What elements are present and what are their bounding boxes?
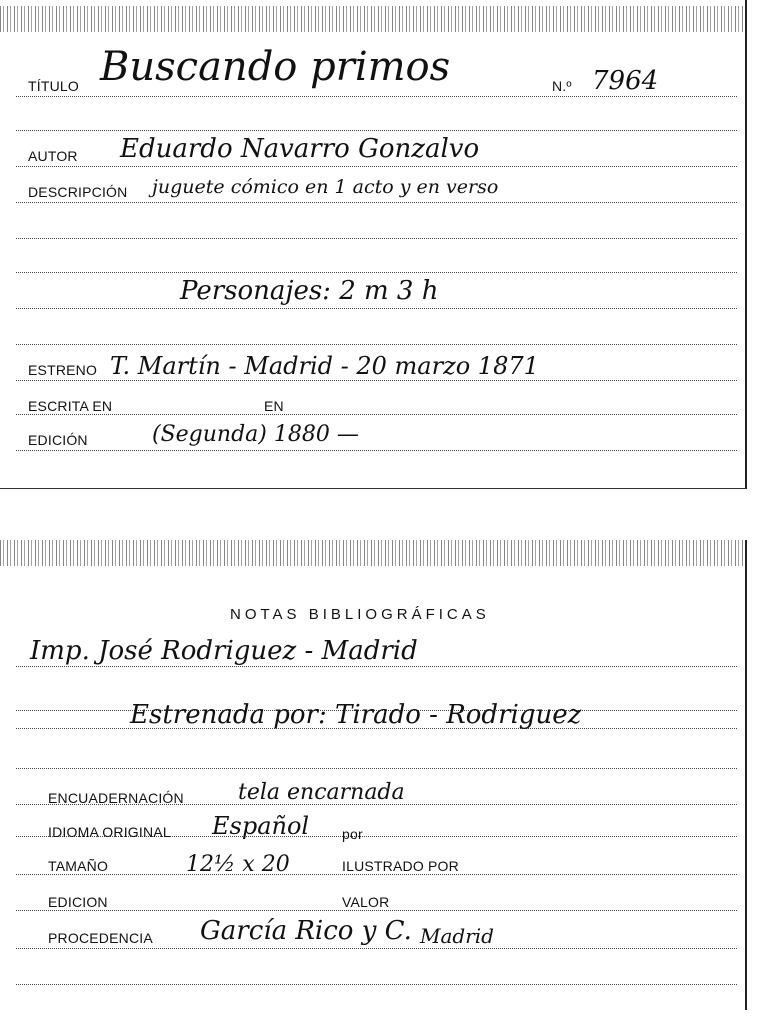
- catalog-card-bottom: [0, 540, 747, 1010]
- line-blank-1: [16, 130, 737, 131]
- line-autor: [16, 166, 737, 167]
- nota-imprenta: Imp. José Rodriguez - Madrid: [30, 636, 418, 666]
- catalog-card-top: [0, 0, 747, 489]
- notas-header: NOTAS BIBLIOGRÁFICAS: [230, 606, 490, 623]
- idioma-label: IDIOMA ORIGINAL: [48, 824, 171, 840]
- line-descripcion: [16, 202, 737, 203]
- en-label: EN: [264, 398, 284, 414]
- line-estreno: [16, 380, 737, 381]
- ilustrado-label: ILUSTRADO POR: [342, 858, 459, 874]
- line-titulo: [16, 96, 737, 97]
- edicion-bottom-label: EDICION: [48, 894, 108, 910]
- escrita-en-label: ESCRITA EN: [28, 398, 113, 414]
- personajes-value: Personajes: 2 m 3 h: [180, 276, 439, 306]
- nota-estrenada: Estrenada por: Tirado - Rodriguez: [130, 700, 582, 730]
- line-tamano: [16, 874, 737, 875]
- line-blank-7: [16, 984, 737, 985]
- line-blank-4: [16, 344, 737, 345]
- line-escrita: [16, 414, 737, 415]
- line-personajes: [16, 308, 737, 309]
- edicion-label: EDICIÓN: [28, 432, 88, 448]
- procedencia-value: García Rico y C.: [200, 916, 412, 946]
- autor-label: AUTOR: [28, 148, 78, 164]
- procedencia-label: PROCEDENCIA: [48, 930, 153, 946]
- titulo-label: TÍTULO: [28, 78, 79, 94]
- tamano-value: 12½ x 20: [186, 852, 290, 877]
- estreno-value: T. Martín - Madrid - 20 marzo 1871: [110, 352, 539, 380]
- autor-value: Eduardo Navarro Gonzalvo: [120, 134, 480, 164]
- line-edicion-valor: [16, 910, 737, 911]
- scan-noise-bottom: [0, 540, 745, 566]
- idioma-value: Español: [212, 812, 310, 840]
- line-nota1: [16, 666, 737, 667]
- line-edicion: [16, 450, 737, 451]
- edicion-value: (Segunda) 1880 —: [152, 422, 359, 447]
- encuadernacion-label: ENCUADERNACIÓN: [48, 790, 184, 806]
- estreno-label: ESTRENO: [28, 362, 98, 378]
- encuadernacion-value: tela encarnada: [238, 780, 405, 805]
- por-label: por: [342, 826, 363, 842]
- tamano-label: TAMAÑO: [48, 858, 109, 874]
- line-blank-3: [16, 272, 737, 273]
- line-blank-6: [16, 768, 737, 769]
- procedencia-place: Madrid: [420, 924, 494, 948]
- descripcion-label: DESCRIPCIÓN: [28, 184, 128, 200]
- numero-label: N.º: [552, 78, 572, 94]
- scan-noise-top: [0, 6, 745, 32]
- descripcion-value: juguete cómico en 1 acto y en verso: [152, 176, 499, 198]
- titulo-value: Buscando primos: [100, 44, 451, 90]
- numero-value: 7964: [592, 66, 659, 96]
- line-procedencia: [16, 948, 737, 949]
- valor-label: VALOR: [342, 894, 390, 910]
- line-blank-2: [16, 238, 737, 239]
